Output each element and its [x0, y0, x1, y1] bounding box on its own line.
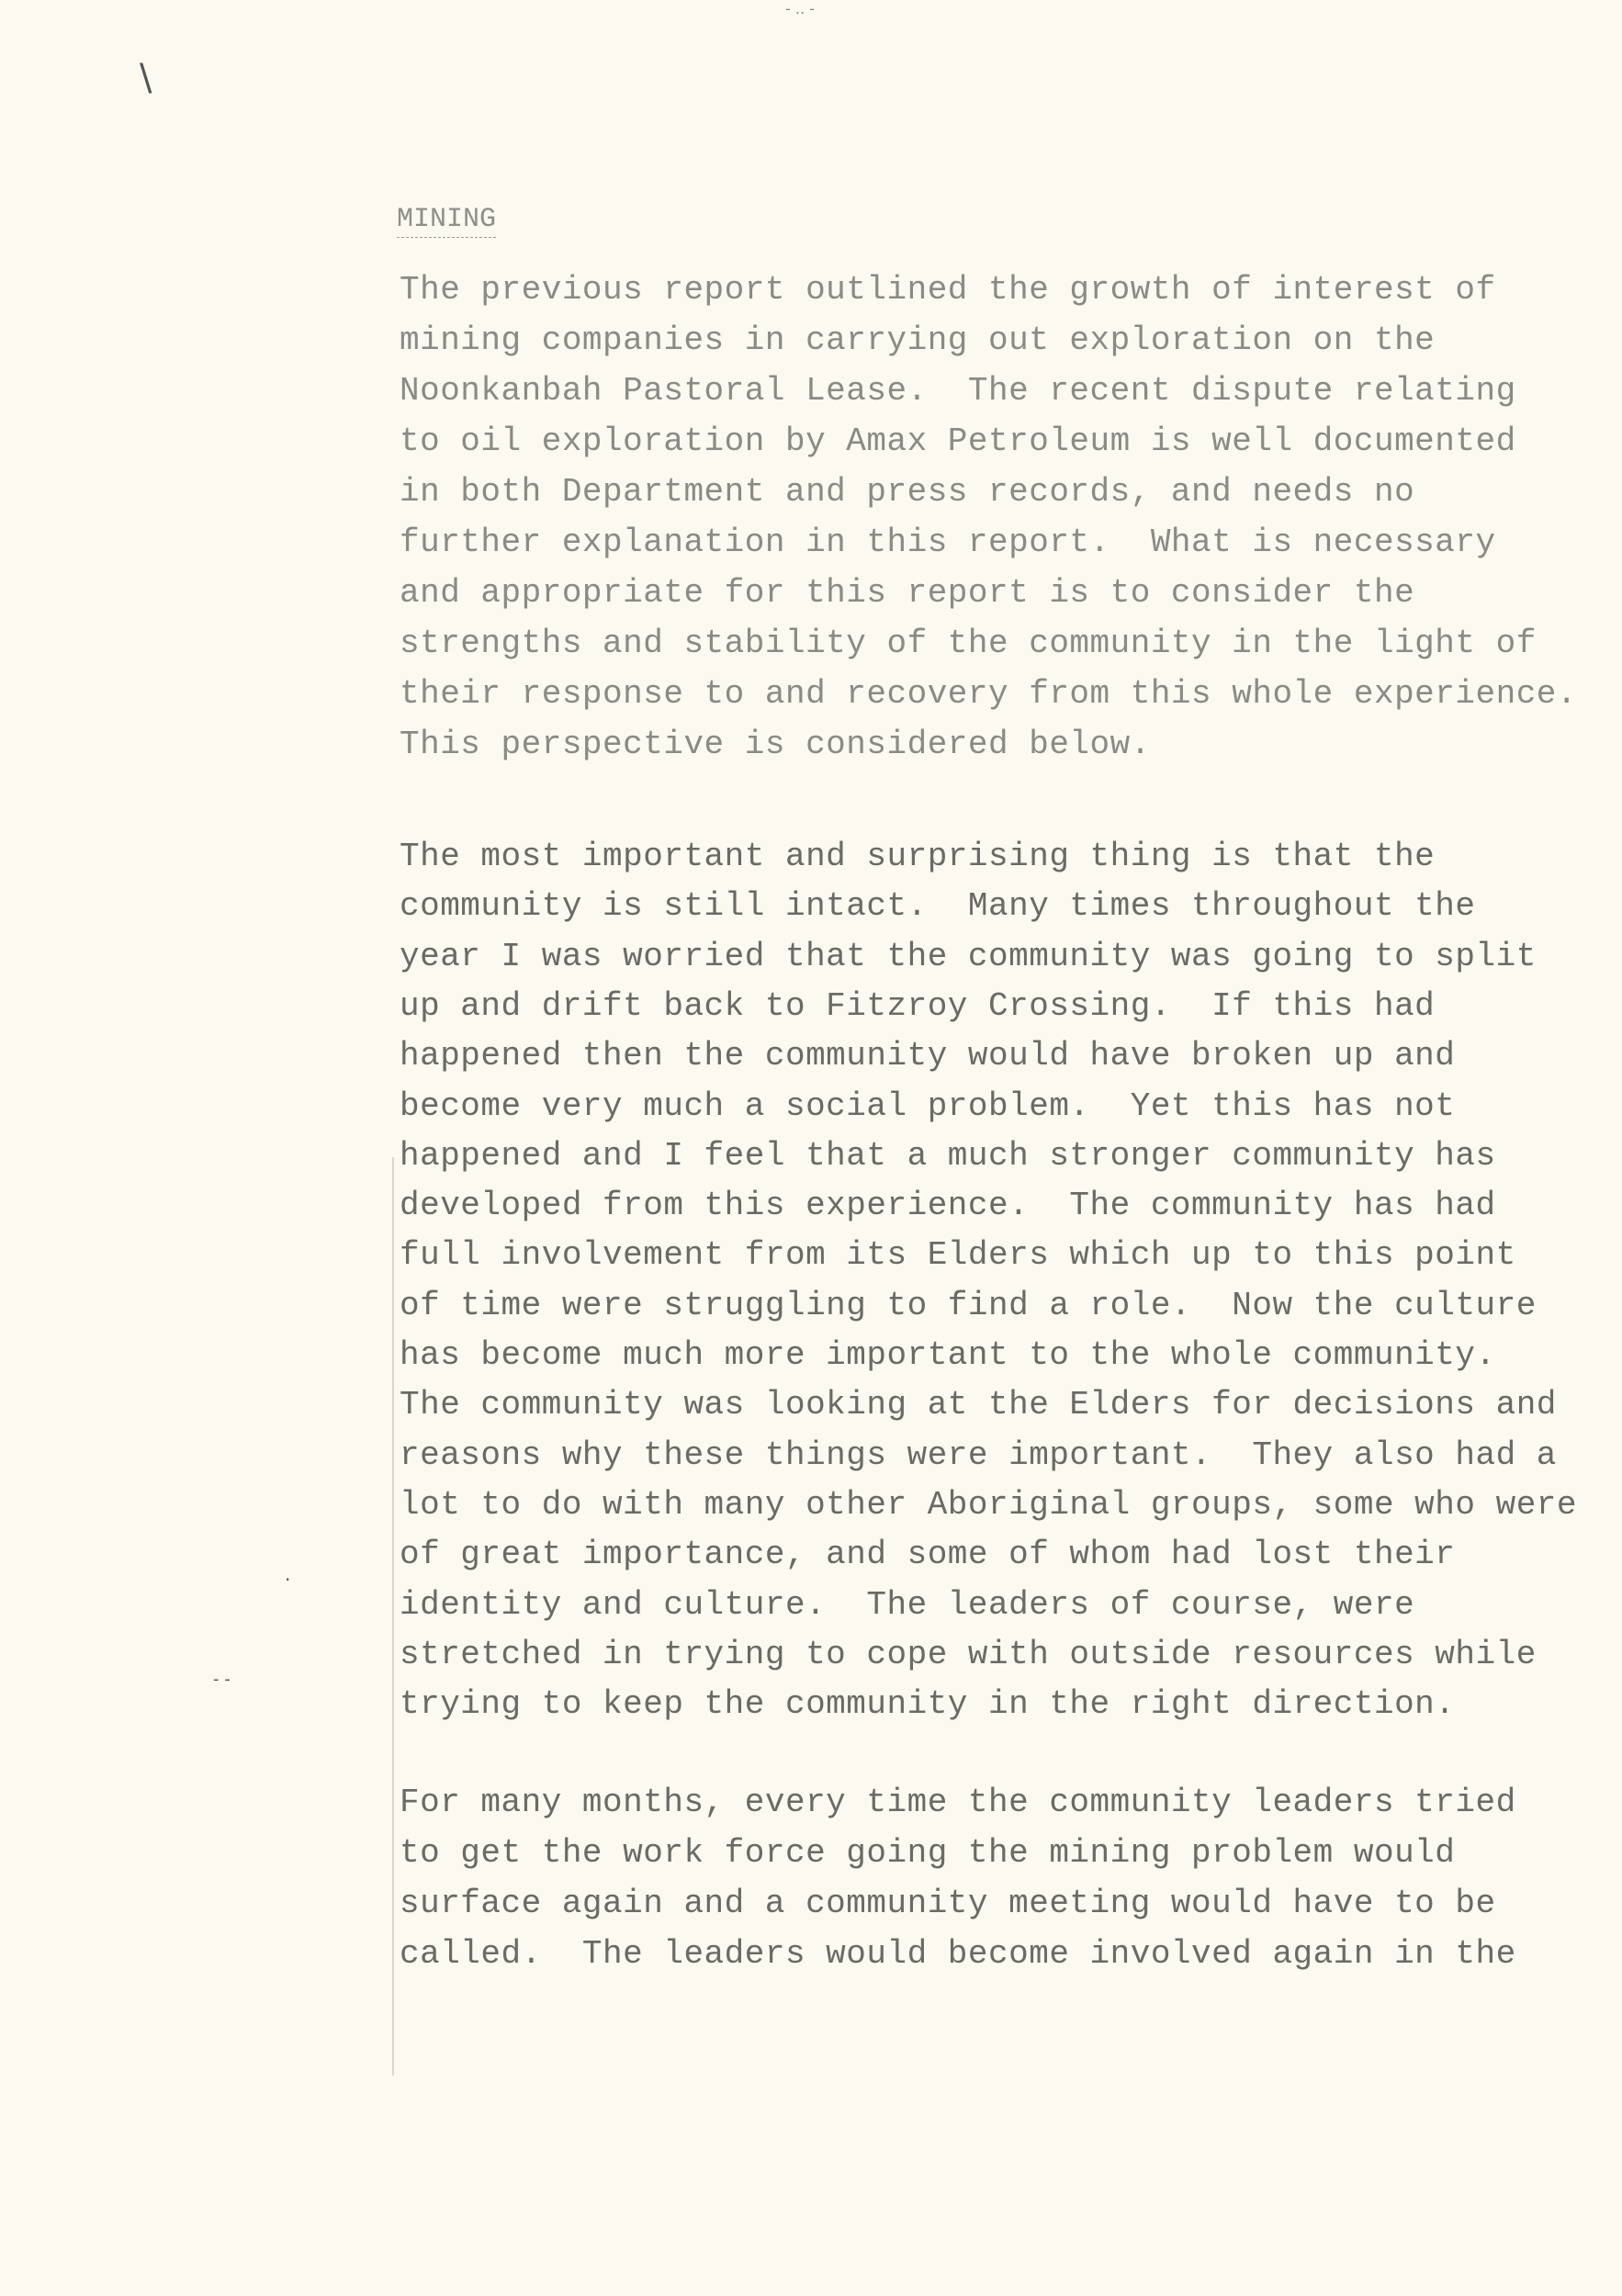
text-line: stretched in trying to cope with outside resources while: [400, 1635, 1537, 1673]
section-heading: MINING: [397, 204, 496, 238]
text-line: strengths and stability of the community in the light of: [400, 625, 1537, 662]
text-line: to oil exploration by Amax Petroleum is well documented: [400, 422, 1516, 460]
text-line: of time were struggling to find a role. Now the culture: [400, 1286, 1537, 1324]
text-line: The previous report outlined the growth of interest of: [400, 271, 1496, 309]
text-line: happened and I feel that a much stronger community has: [400, 1136, 1496, 1175]
text-line: The most important and surprising thing is that the: [400, 838, 1436, 875]
stray-mark: - -: [213, 1670, 231, 1689]
text-line: full involvement from its Elders which up to this point: [400, 1236, 1516, 1275]
text-line: their response to and recovery from this whole experience.: [400, 675, 1578, 713]
text-line: in both Department and press records, and needs no: [400, 473, 1415, 511]
text-line: up and drift back to Fitzroy Crossing. If this had: [400, 986, 1436, 1025]
text-line: lot to do with many other Aboriginal groups, some who were: [400, 1485, 1578, 1524]
scan-artifact-line: [392, 1157, 394, 2076]
stray-mark: ·: [285, 1569, 291, 1591]
text-line: happened then the community would have broken up and: [400, 1037, 1456, 1075]
stray-mark: - .. -: [785, 0, 815, 17]
text-line: This perspective is considered below.: [400, 726, 1151, 763]
text-line: further explanation in this report. What is necessary: [400, 523, 1496, 561]
text-line: has become much more important to the whole community.: [400, 1336, 1496, 1374]
text-line: called. The leaders would become involved again in the: [400, 1935, 1516, 1973]
text-line: and appropriate for this report is to consider the: [400, 574, 1415, 612]
text-line: identity and culture. The leaders of course, were: [400, 1585, 1415, 1624]
text-line: of great importance, and some of whom had lost their: [400, 1536, 1456, 1574]
stray-mark: \: [140, 57, 152, 99]
text-line: For many months, every time the community leaders tried: [400, 1784, 1516, 1821]
text-line: surface again and a community meeting would have to be: [400, 1885, 1496, 1922]
text-line: trying to keep the community in the right direction.: [400, 1685, 1456, 1724]
text-line: The community was looking at the Elders for decisions and: [400, 1386, 1557, 1424]
text-line: community is still intact. Many times throughout the: [400, 887, 1476, 926]
text-line: reasons why these things were important. They also had a: [400, 1435, 1557, 1474]
text-line: become very much a social problem. Yet this has not: [400, 1086, 1456, 1125]
text-line: mining companies in carrying out exploration on the: [400, 321, 1436, 359]
text-line: to get the work force going the mining problem would: [400, 1834, 1456, 1872]
text-line: developed from this experience. The community has had: [400, 1187, 1496, 1225]
text-line: year I was worried that the community was going to split: [400, 937, 1537, 975]
text-line: Noonkanbah Pastoral Lease. The recent dispute relating: [400, 372, 1516, 410]
